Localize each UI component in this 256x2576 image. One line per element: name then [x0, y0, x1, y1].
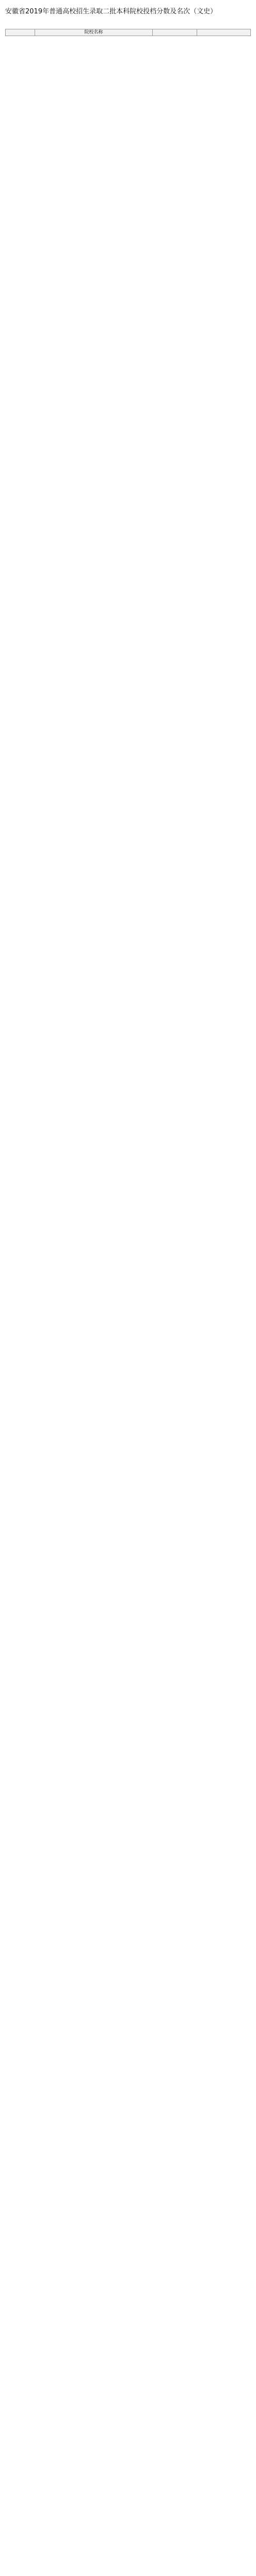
column-header-score — [153, 29, 197, 36]
column-header-rank — [197, 29, 251, 36]
score-table — [5, 29, 251, 36]
table-note — [5, 21, 251, 27]
page-title: 安徽省2019年普通高校招生录取二批本科院校投档分数及名次（文史） — [5, 8, 217, 15]
table-header-row — [6, 29, 251, 36]
page — [0, 0, 256, 44]
column-header-code — [6, 29, 35, 36]
column-header-name: 院校名称 — [35, 29, 153, 36]
